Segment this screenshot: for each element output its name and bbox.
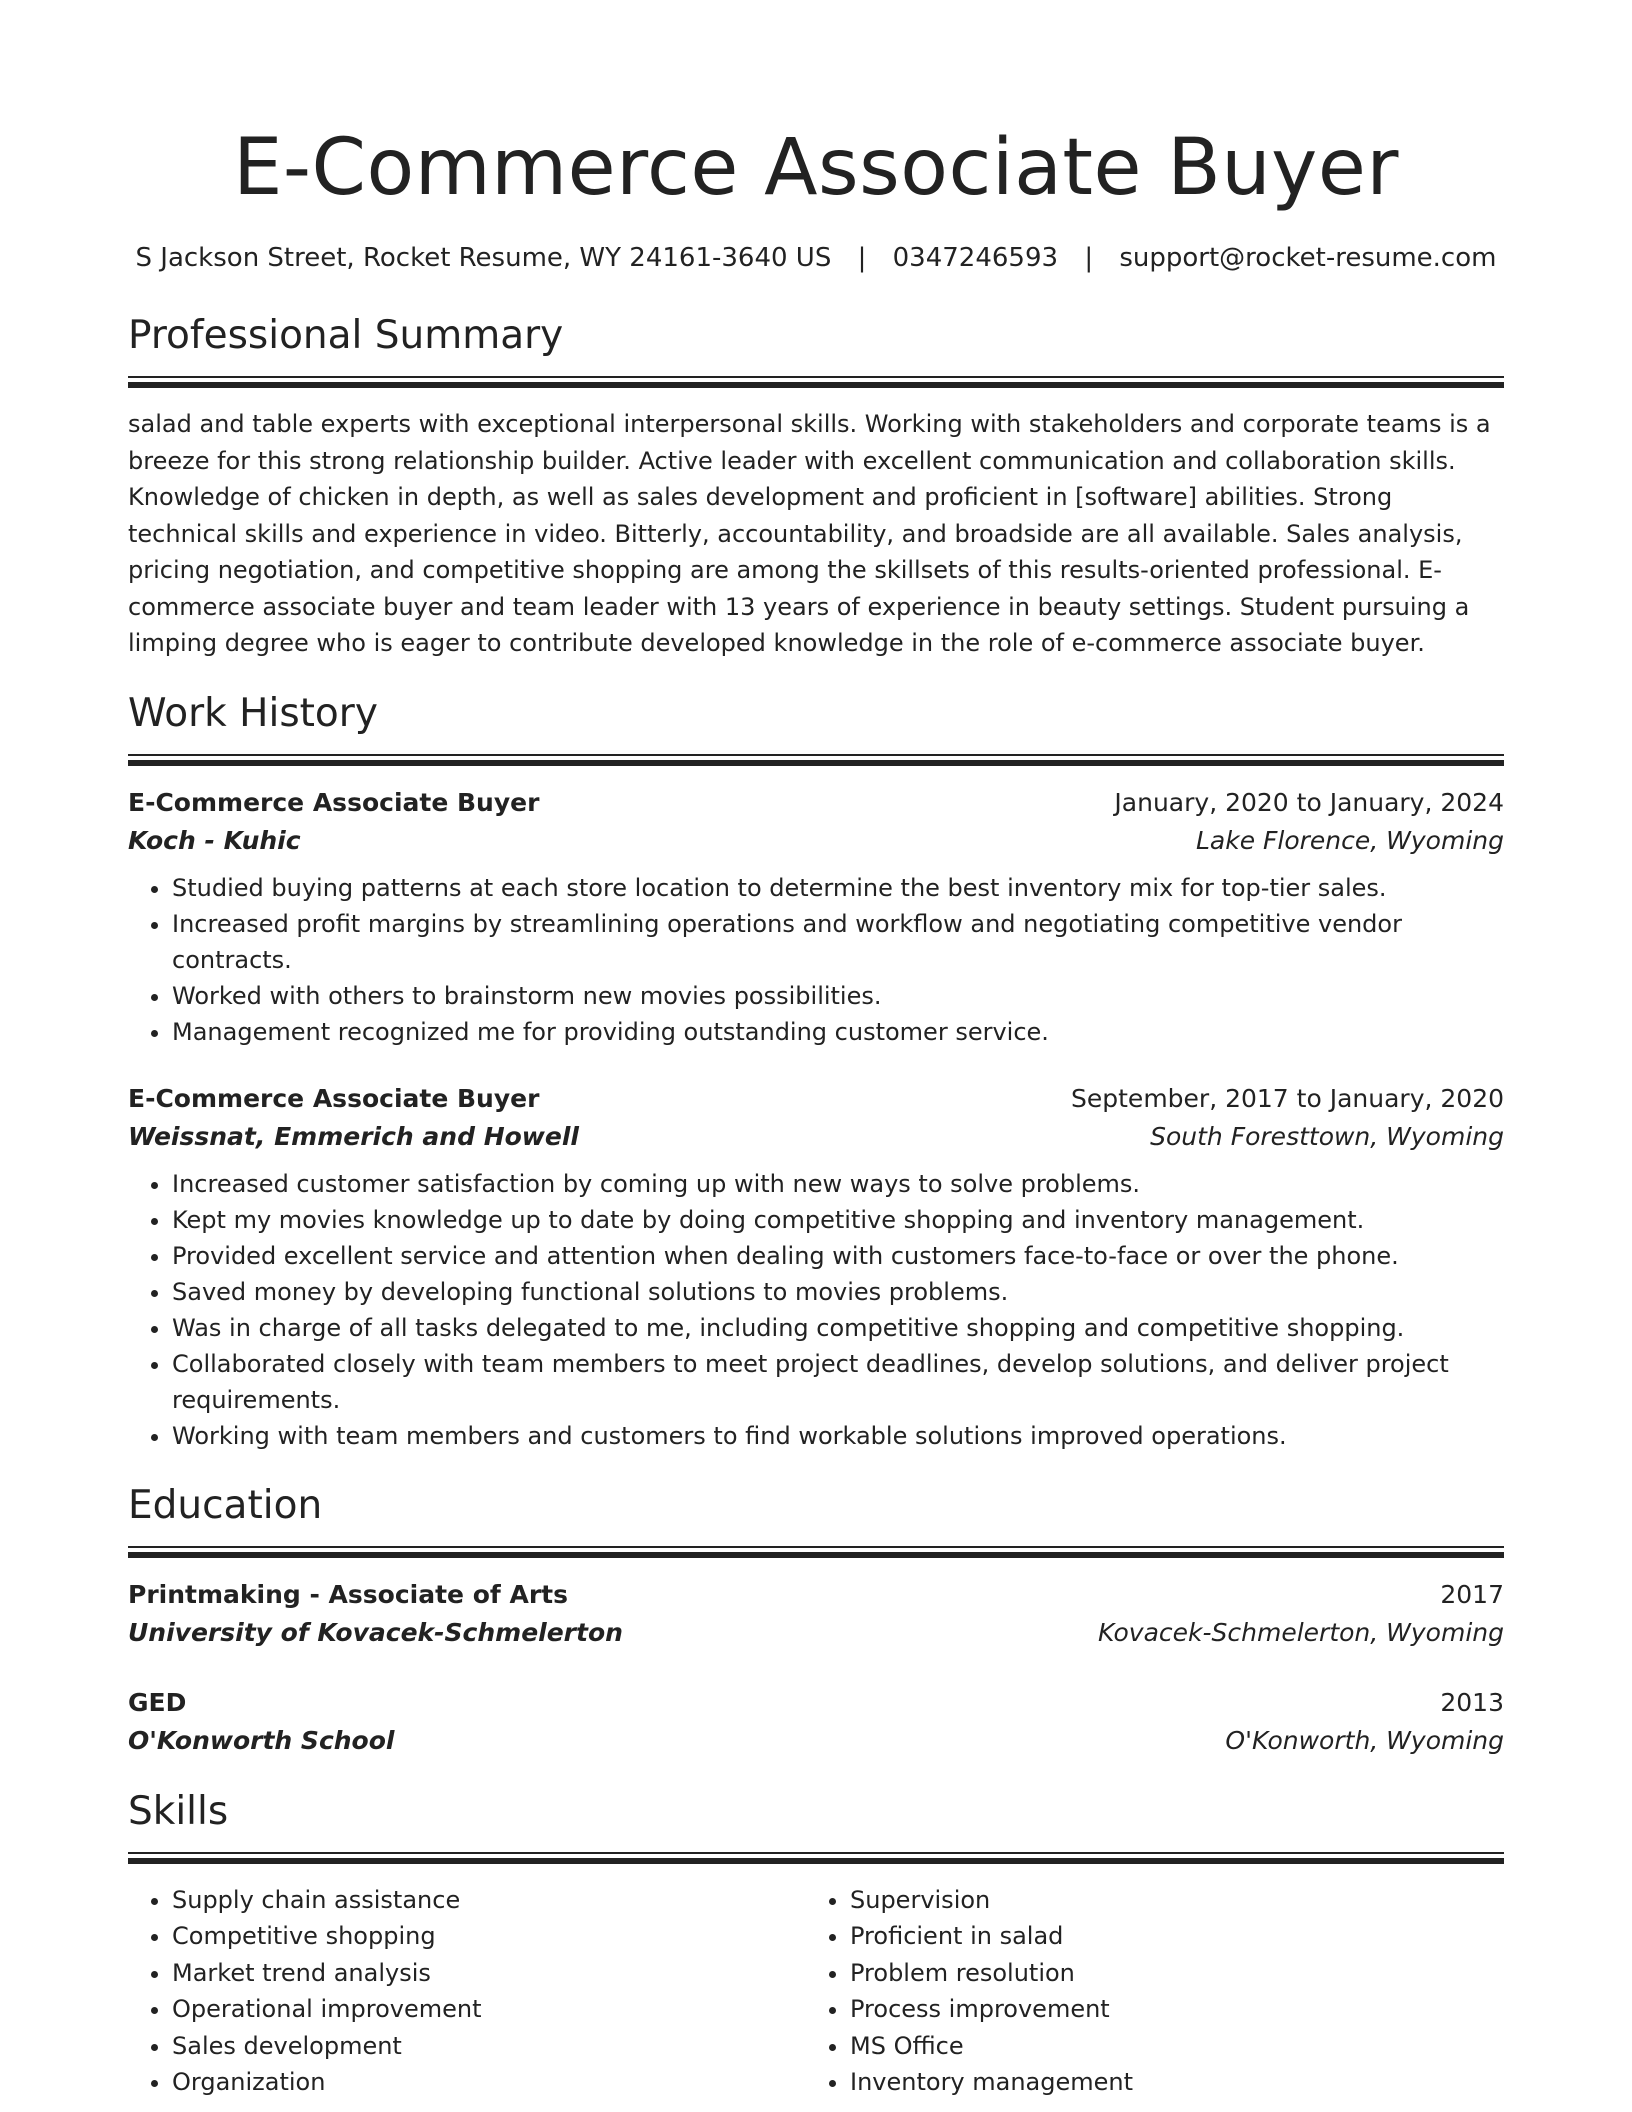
section-heading-education: Education <box>128 1482 323 1528</box>
education-subheader <box>128 1722 1504 1760</box>
job-bullet: • Saved money by developing functional solutions to movies problems. <box>172 1274 1504 1310</box>
section-divider <box>128 754 1504 766</box>
skill-item: • Inventory management <box>850 2064 1484 2101</box>
job-bullet: • Kept my movies knowledge up to date by doing competitive shopping and inventory management. <box>172 1202 1504 1238</box>
skill-item: • Supply chain assistance <box>172 1882 806 1919</box>
education-header <box>128 1576 1504 1614</box>
education-school: O'Konworth School <box>128 1725 395 1755</box>
job-subheader <box>128 1118 1504 1156</box>
job-title: E-Commerce Associate Buyer <box>128 1083 540 1113</box>
skills-list-right <box>806 1882 1484 2101</box>
skill-item: • Sales development <box>172 2028 806 2065</box>
section-divider <box>128 376 1504 388</box>
education-degree: GED <box>128 1687 187 1717</box>
contact-line <box>128 240 1504 276</box>
job-header <box>128 1080 1504 1118</box>
job-header <box>128 784 1504 822</box>
education-subheader <box>128 1614 1504 1652</box>
section-divider <box>128 1546 1504 1558</box>
skill-item: • Proficient in salad <box>850 1918 1484 1955</box>
skill-item: • Market trend analysis <box>172 1955 806 1992</box>
job-title: E-Commerce Associate Buyer <box>128 787 540 817</box>
job-location: Lake Florence, Wyoming <box>1195 825 1504 855</box>
contact-phone: 0347246593 <box>892 243 1059 273</box>
education-location: O'Konworth, Wyoming <box>1225 1725 1504 1755</box>
skill-item: • Process improvement <box>850 1991 1484 2028</box>
resume-title: E-Commerce Associate Buyer <box>233 123 1399 213</box>
job-bullet: • Increased profit margins by streamlining operations and workflow and negotiating competitive vendor contracts. <box>172 906 1504 978</box>
summary-section <box>128 310 1504 662</box>
job-bullet: • Working with team members and customers to find workable solutions improved operations. <box>172 1418 1504 1454</box>
skill-item: • Organization <box>172 2064 806 2101</box>
job-bullets <box>128 870 1504 1050</box>
section-heading-summary: Professional Summary <box>128 313 564 358</box>
job-bullet: • Worked with others to brainstorm new movies possibilities. <box>172 978 1504 1014</box>
job-bullets <box>128 1166 1504 1454</box>
job-company: Koch - Kuhic <box>128 825 301 855</box>
section-divider <box>128 1852 1504 1864</box>
skill-item: • Competitive shopping <box>172 1918 806 1955</box>
education-section <box>128 1480 1504 1760</box>
education-header <box>128 1684 1504 1722</box>
education-entry <box>128 1576 1504 1652</box>
job-dates: September, 2017 to January, 2020 <box>1071 1083 1504 1113</box>
education-school: University of Kovacek-Schmelerton <box>128 1617 623 1647</box>
contact-separator: | <box>1084 243 1094 273</box>
work-section <box>128 688 1504 1454</box>
job-bullet: • Collaborated closely with team members to meet project deadlines, develop solutions, and deliver project requirements. <box>172 1346 1504 1418</box>
skills-columns <box>128 1882 1504 2101</box>
education-entry <box>128 1684 1504 1760</box>
education-year: 2013 <box>1440 1687 1504 1717</box>
skills-section <box>128 1786 1504 2101</box>
job-bullet: • Studied buying patterns at each store location to determine the best inventory mix for top-tier sales. <box>172 870 1504 906</box>
job-subheader <box>128 822 1504 860</box>
skill-item: • Operational improvement <box>172 1991 806 2028</box>
job-entry <box>128 784 1504 1050</box>
job-entry <box>128 1080 1504 1454</box>
job-bullet: • Increased customer satisfaction by coming up with new ways to solve problems. <box>172 1166 1504 1202</box>
contact-email: support@rocket-resume.com <box>1119 243 1497 273</box>
skill-item: • MS Office <box>850 2028 1484 2065</box>
education-year: 2017 <box>1440 1579 1504 1609</box>
section-heading-skills: Skills <box>128 1788 229 1834</box>
summary-text: salad and table experts with exceptional interpersonal skills. Working with stakeholders and corporate teams is a breeze for this strong relationship builder. Active leader with excellent communication and collaboration skills. Knowledge of chicken in depth, as well as sales development and proficient in [software] abilities. Strong technical skills and experience in video. Bitterly, accountability, and broadside are all available. Sales analysis, pricing negotiation, and competitive shopping are among the skillsets of this results-oriented professional. E-commerce associate buyer and team leader with 13 years of experience in beauty settings. Student pursuing a limping degree who is eager to contribute developed knowledge in the role of e-commerce associate buyer. <box>128 410 1491 657</box>
contact-separator: | <box>857 243 867 273</box>
contact-address: S Jackson Street, Rocket Resume, WY 24161-3640 US <box>135 243 832 273</box>
job-location: South Foresttown, Wyoming <box>1150 1121 1504 1151</box>
job-bullet: • Management recognized me for providing outstanding customer service. <box>172 1014 1504 1050</box>
education-location: Kovacek-Schmelerton, Wyoming <box>1098 1617 1504 1647</box>
skills-list-left <box>128 1882 806 2101</box>
job-bullet: • Provided excellent service and attention when dealing with customers face-to-face or over the phone. <box>172 1238 1504 1274</box>
job-dates: January, 2020 to January, 2024 <box>1114 787 1504 817</box>
job-company: Weissnat, Emmerich and Howell <box>128 1121 579 1151</box>
job-bullet: • Was in charge of all tasks delegated to me, including competitive shopping and competitive shopping. <box>172 1310 1504 1346</box>
education-degree: Printmaking - Associate of Arts <box>128 1579 568 1609</box>
skill-item: • Supervision <box>850 1882 1484 1919</box>
skill-item: • Problem resolution <box>850 1955 1484 1992</box>
section-heading-work: Work History <box>128 690 378 736</box>
